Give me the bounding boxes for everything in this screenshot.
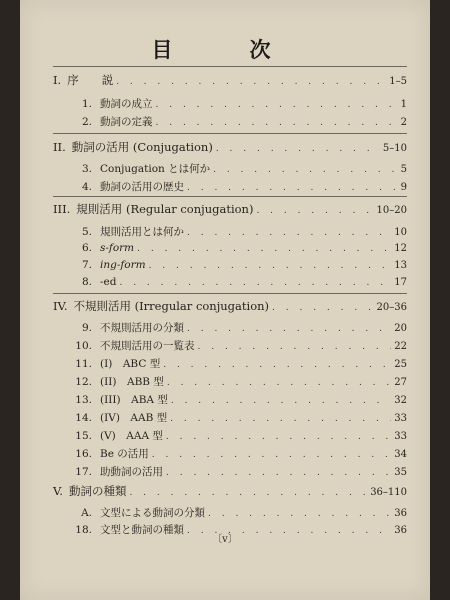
page-number: 13 (394, 260, 407, 271)
dot-leader (156, 118, 398, 128)
item-number: 3. (81, 163, 92, 175)
item-title: (II) ABB 型 (100, 376, 164, 388)
item-number: 9. (81, 322, 92, 334)
toc-item[interactable] (72, 224, 407, 239)
item-number: 2. (81, 116, 92, 128)
item-title: 文型による動詞の分類 (100, 507, 205, 519)
chapter-number: II. (53, 140, 66, 154)
chapter-title: 序 説 (67, 73, 114, 87)
toc-item[interactable] (72, 505, 407, 520)
toc-item[interactable] (72, 114, 407, 129)
item-number: 7. (81, 259, 92, 271)
item-number: 12. (75, 376, 92, 388)
dot-leader (171, 396, 391, 406)
toc-chapter[interactable] (53, 201, 407, 217)
item-number: 15. (75, 430, 92, 442)
chapter-title: 不規則活用 (Irregular conjugation) (73, 299, 270, 313)
page-number: 34 (394, 449, 407, 460)
page-number: 36–110 (370, 487, 407, 498)
item-number: 8. (81, 276, 92, 288)
toc-item[interactable] (72, 96, 407, 111)
chapter-title: 動詞の種類 (68, 484, 127, 498)
dot-leader (256, 206, 373, 216)
item-number: 16. (75, 448, 92, 460)
chapter-rule (53, 133, 407, 134)
item-title: (V) AAA 型 (100, 430, 163, 442)
chapter-rule (53, 196, 407, 197)
toc-chapter[interactable] (53, 483, 407, 499)
dot-leader (216, 144, 380, 154)
item-title: 不規則活用の一覧表 (100, 340, 195, 352)
item-number: 5. (81, 226, 92, 238)
toc-item[interactable] (72, 320, 407, 335)
page-title: 目 次 (151, 37, 299, 62)
chapter-number: V. (53, 484, 63, 498)
dot-leader (119, 278, 391, 288)
item-number: 6. (81, 242, 92, 254)
item-number: 17. (75, 466, 92, 478)
dot-leader (116, 77, 386, 87)
dot-leader (198, 342, 392, 352)
page-number: 25 (394, 359, 407, 370)
toc-item[interactable] (72, 161, 407, 176)
item-title: 不規則活用の分類 (100, 322, 184, 334)
dot-leader (208, 509, 391, 519)
page-number: 20 (394, 323, 407, 334)
page-number: 36 (394, 525, 407, 536)
page-number: 1 (400, 99, 407, 110)
dot-leader (156, 100, 398, 110)
item-number: 11. (75, 358, 92, 370)
item-number: 13. (75, 394, 92, 406)
toc-item[interactable] (72, 446, 407, 461)
toc-item[interactable] (72, 338, 407, 353)
page-number: 35 (394, 467, 407, 478)
item-number: 14. (75, 412, 92, 424)
dot-leader (167, 378, 391, 388)
item-title: Conjugation とは何か (100, 163, 211, 175)
dot-leader (137, 244, 391, 254)
page-number: 20–36 (376, 302, 407, 313)
toc-chapter[interactable] (53, 72, 407, 88)
page-gutter-right (430, 0, 450, 600)
item-title: 助動詞の活用 (100, 466, 163, 478)
item-number: 1. (81, 98, 92, 110)
page-number: 10–20 (376, 205, 407, 216)
chapter-number: IV. (53, 299, 68, 313)
page-number: 32 (394, 395, 407, 406)
item-number: A. (81, 507, 92, 519)
item-title: ing-form (100, 259, 146, 271)
toc-page (20, 0, 430, 600)
item-title: 規則活用とは何か (100, 226, 184, 238)
page-number: 36 (394, 508, 407, 519)
page-number: 27 (394, 377, 407, 388)
chapter-title: 規則活用 (Regular conjugation) (76, 202, 254, 216)
toc-item[interactable] (72, 276, 407, 288)
page-number: 10 (394, 227, 407, 238)
page-number: 12 (394, 243, 407, 254)
page-gutter-left (0, 0, 20, 600)
dot-leader (149, 261, 392, 271)
item-title: (I) ABC 型 (100, 358, 161, 370)
toc-item[interactable] (72, 242, 407, 254)
item-title: Be の活用 (100, 448, 149, 460)
page-number: 17 (394, 277, 407, 288)
toc-chapter[interactable] (53, 298, 407, 314)
dot-leader (187, 183, 398, 193)
item-number: 10. (75, 340, 92, 352)
toc-item[interactable] (72, 428, 407, 443)
table-of-contents (20, 0, 430, 600)
page-number: 1–5 (389, 76, 407, 87)
dot-leader (213, 165, 398, 175)
page-number: 22 (394, 341, 407, 352)
toc-item[interactable] (72, 356, 407, 371)
dot-leader (129, 488, 367, 498)
item-title: (IV) AAB 型 (100, 412, 168, 424)
chapter-rule (53, 293, 407, 294)
dot-leader (166, 432, 391, 442)
chapter-title: 動詞の活用 (Conjugation) (71, 140, 213, 154)
dot-leader (187, 228, 391, 238)
item-title: 文型と動詞の種類 (100, 524, 184, 536)
dot-leader (187, 324, 391, 334)
page-number: 33 (394, 413, 407, 424)
toc-item[interactable] (72, 410, 407, 425)
dot-leader (163, 360, 391, 370)
toc-item[interactable] (72, 392, 407, 407)
item-title: -ed (100, 276, 117, 288)
page-number: 33 (394, 431, 407, 442)
item-title: s-form (100, 242, 135, 254)
page-number: 2 (400, 117, 407, 128)
toc-item[interactable] (72, 179, 407, 194)
chapter-number: I. (53, 73, 62, 87)
dot-leader (152, 450, 391, 460)
page-number: 5–10 (382, 143, 407, 154)
chapter-number: III. (53, 202, 71, 216)
item-number: 4. (81, 181, 92, 193)
page-number: 5 (400, 164, 407, 175)
item-title: 動詞の定義 (100, 116, 153, 128)
dot-leader (170, 414, 391, 424)
toc-chapter[interactable] (53, 139, 407, 155)
dot-leader (166, 468, 391, 478)
page-number: 9 (400, 182, 407, 193)
toc-item[interactable] (72, 259, 407, 271)
page-footer-number: 〔v〕 (212, 534, 238, 545)
chapter-rule (53, 66, 407, 67)
item-title: 動詞の成立 (100, 98, 153, 110)
item-title: 動詞の活用の歴史 (100, 181, 184, 193)
item-title: (III) ABA 型 (100, 394, 168, 406)
item-number: 18. (75, 524, 92, 536)
toc-item[interactable] (72, 374, 407, 389)
dot-leader (272, 303, 374, 313)
